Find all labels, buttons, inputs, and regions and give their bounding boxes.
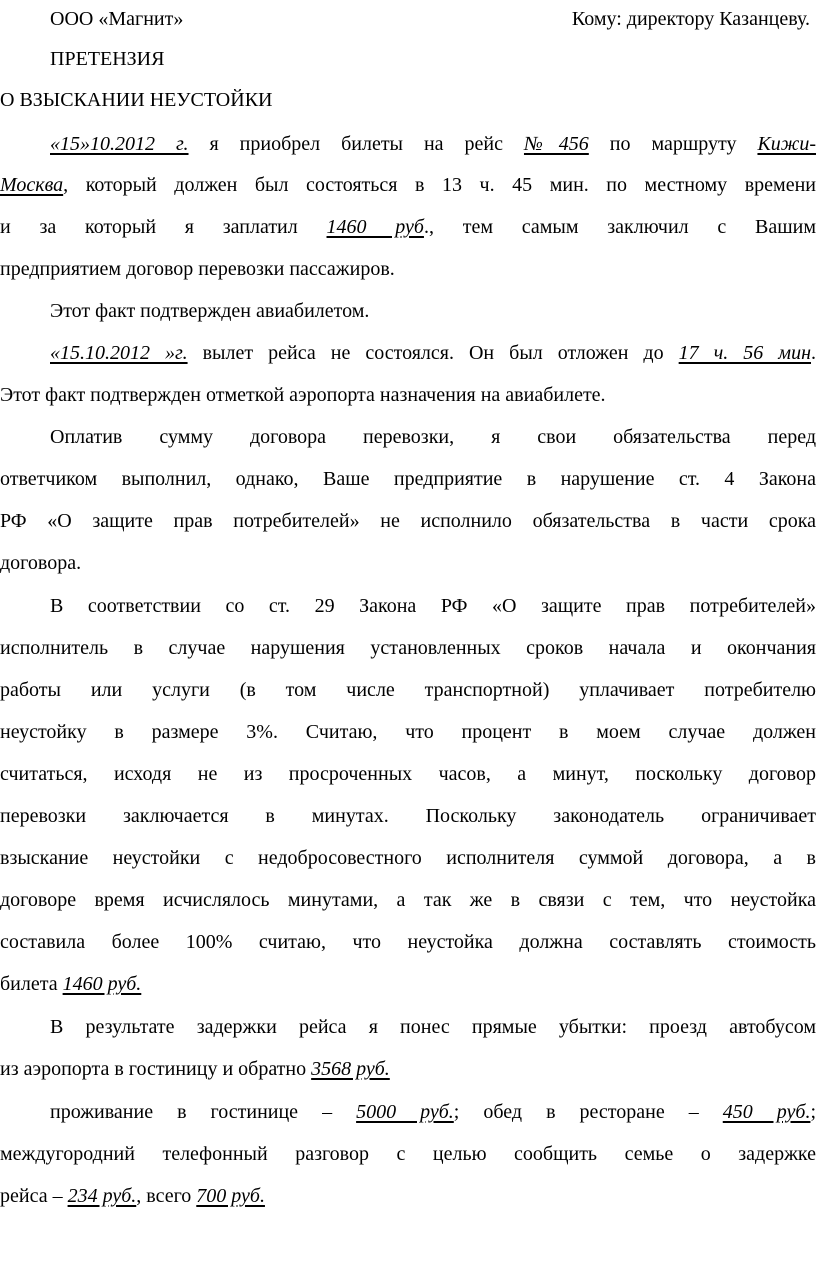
dinner-amount: 450 руб. [722,1101,811,1123]
paragraph-4-line-2: ответчиком выполнил, однако, Ваше предприятие в нарушение ст. 4 Закона [0,468,816,490]
penalty-amount: 1460 руб. [62,973,142,995]
paragraph-6-line-1: В результате задержки рейса я понес прямые убытки: проезд автобусом [50,1016,816,1038]
phone-amount: 234 руб. [67,1185,137,1207]
hotel-amount: 5000 руб. [356,1101,454,1123]
delay-date: «15.10.2012 »г. [50,342,188,364]
paragraph-1-line-1: «15»10.2012 г. я приобрел билеты на рейс №456 по маршруту Кижи- [50,133,816,155]
paragraph-5-line-4: неустойку в размере 3%. Считаю, что процент в моем случае должен [0,721,816,743]
paragraph-1-line-3: и за который я заплатил 1460 руб., тем самым заключил с Вашим [0,216,816,238]
paragraph-4-line-1: Оплатив сумму договора перевозки, я свои обязательства перед [50,426,816,448]
paragraph-3-line-2: Этот факт подтвержден отметкой аэропорта назначения на авиабилете. [0,384,606,406]
paragraph-7-line-3: рейса – 234 руб., всего 700 руб. [0,1185,265,1207]
paragraph-5-line-8: договоре время исчислялось минутами, а так же в связи с тем, что неустойка [0,889,816,911]
paragraph-4-line-4: договора. [0,552,82,574]
paragraph-1-line-2: Москва, который должен был состояться в 13 ч. 45 мин. по местному времени [0,174,816,196]
delay-time: 17 ч. 56 мин [678,342,811,364]
total-amount: 700 руб. [196,1185,265,1207]
paragraph-5-line-6: перевозки заключается в минутах. Поскольку законодатель ограничивает [0,805,816,827]
paragraph-4-line-3: РФ «О защите прав потребителей» не исполнило обязательства в части срока [0,510,816,532]
doc-title: ПРЕТЕНЗИЯ [50,48,165,70]
flight-number: №456 [523,133,589,155]
paragraph-5-line-9: составила более 100% считаю, что неустойка должна составлять стоимость [0,931,816,953]
date-day: «15» [50,133,90,155]
paragraph-5-line-7: взыскание неустойки с недобросовестного исполнителя суммой договора, а в [0,847,816,869]
paragraph-5-line-1: В соответствии со ст. 29 Закона РФ «О защите прав потребителей» [50,595,816,617]
paragraph-6-line-2: из аэропорта в гостиницу и обратно 3568 руб. [0,1058,390,1080]
paragraph-2: Этот факт подтвержден авиабилетом. [50,300,370,322]
ticket-price: 1460 руб [326,216,424,238]
route-part-b: Москва [0,174,64,196]
recipient: Кому: директору Казанцеву. [571,8,810,30]
paragraph-5-line-2: исполнитель в случае нарушения установленных сроков начала и окончания [0,637,816,659]
company-name: ООО «Магнит» [50,8,184,30]
date-monthyear: 10.2012 г. [90,133,189,155]
paragraph-3-line-1: «15.10.2012 »г. вылет рейса не состоялся. Он был отложен до 17 ч. 56 мин. [50,342,816,364]
paragraph-1-line-4: предприятием договор перевозки пассажиров. [0,258,395,280]
paragraph-5-line-3: работы или услуги (в том числе транспортной) уплачивает потребителю [0,679,816,701]
paragraph-7-line-1: проживание в гостинице – 5000 руб.; обед в ресторане – 450 руб.; [50,1101,816,1123]
paragraph-5-line-10: билета 1460 руб. [0,973,142,995]
paragraph-7-line-2: междугородний телефонный разговор с целью сообщить семье о задержке [0,1143,816,1165]
doc-subtitle: О ВЗЫСКАНИИ НЕУСТОЙКИ [0,89,273,111]
paragraph-5-line-5: считаться, исходя не из просроченных часов, а минут, поскольку договор [0,763,816,785]
bus-amount: 3568 руб. [311,1058,390,1080]
route-part-a: Кижи- [757,133,816,155]
